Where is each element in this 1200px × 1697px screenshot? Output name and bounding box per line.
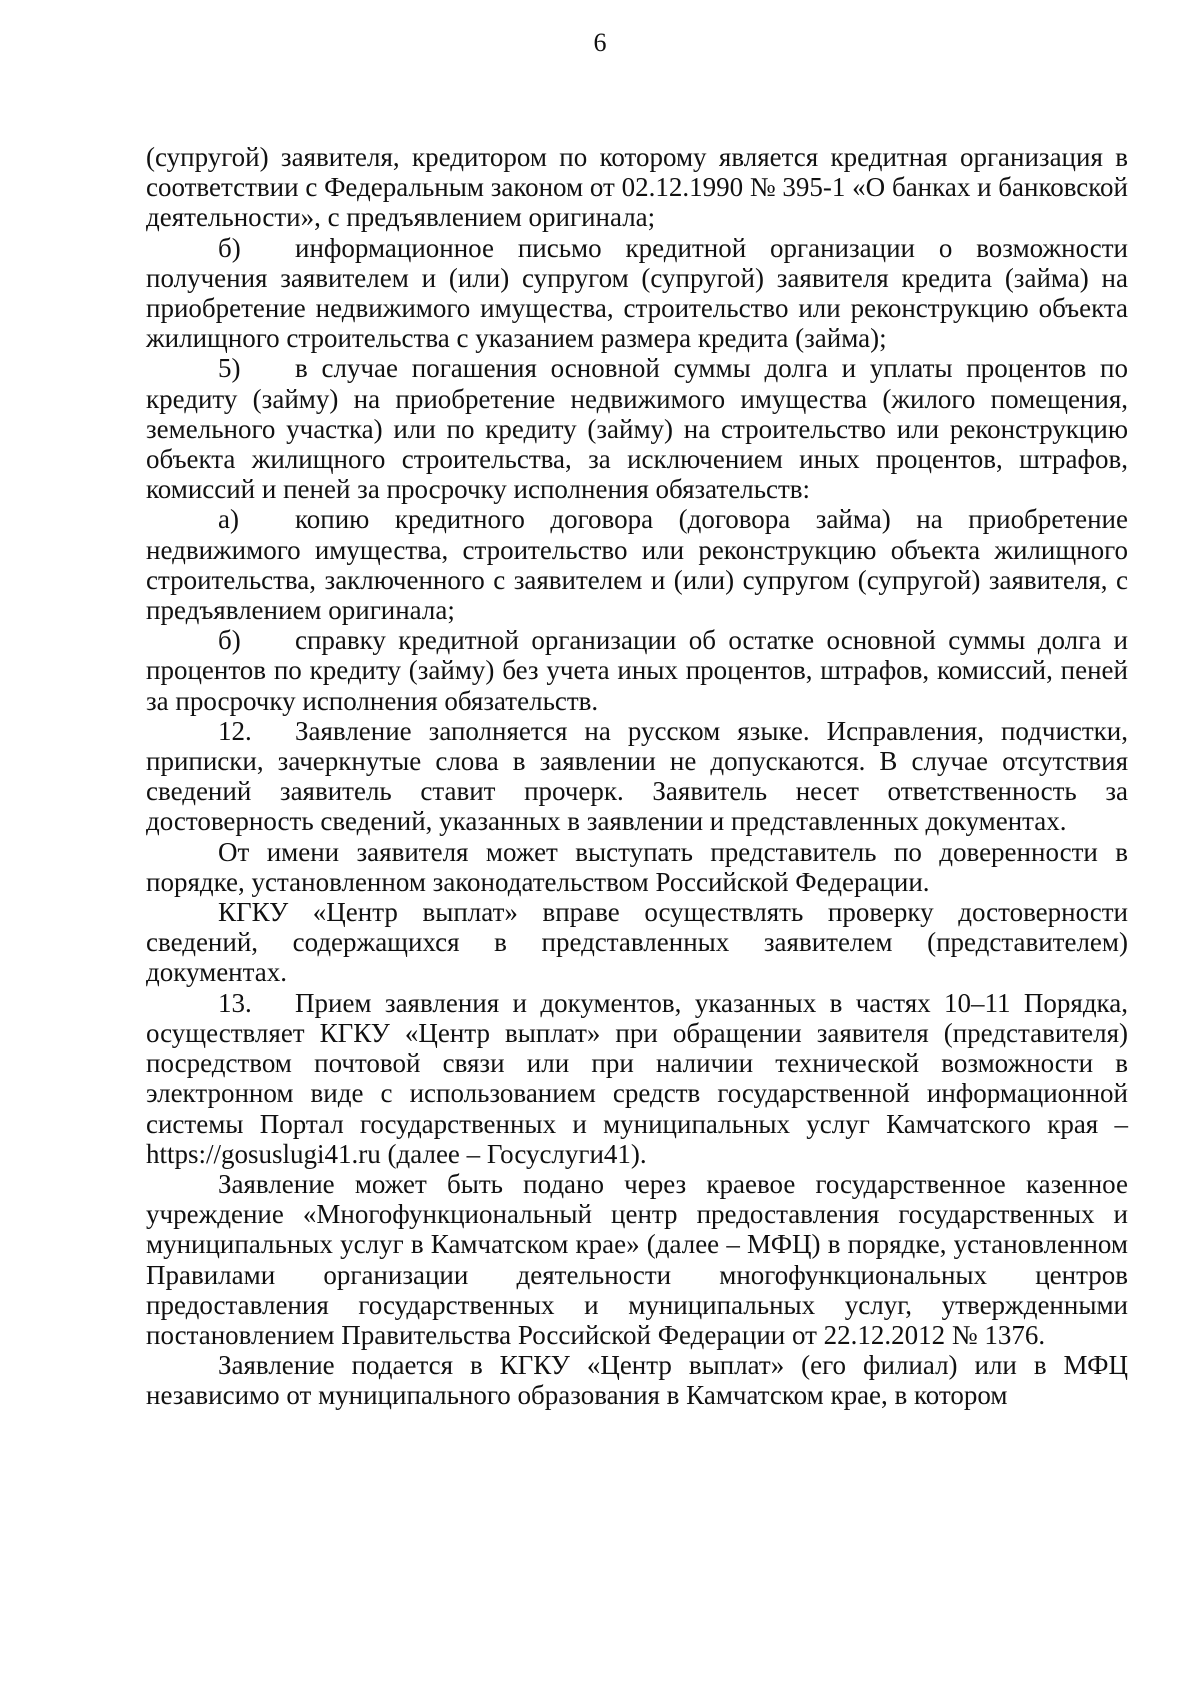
document-body <box>146 142 1128 1411</box>
paragraph <box>146 897 1128 988</box>
page-number: 6 <box>593 28 607 57</box>
paragraph-text: информационное письмо кредитной организации о возможности получения заявителем и (или) супругом (супругой) заявителя кредита (займа) на приобретение недвижимого имущества, строительство или реконструкцию объекта жилищного строительства с указанием размера кредита (займа); <box>146 232 1128 354</box>
list-item-5 <box>146 353 1128 504</box>
list-item-b <box>146 233 1128 354</box>
list-item-a <box>146 504 1128 625</box>
list-marker: б) <box>218 232 241 263</box>
paragraph <box>146 1169 1128 1350</box>
paragraph-text: в случае погашения основной суммы долга и уплаты процентов по кредиту (займу) на приобретение недвижимого имущества (жилого помещения, земельного участка) или по кредиту (займу) на строительство или реконструкцию объекта жилищного строительства, за исключением иных процентов, штрафов, комиссий и пеней за просрочку исполнения обязательств: <box>146 353 1128 505</box>
paragraph-text: Заявление заполняется на русском языке. Исправления, подчистки, приписки, зачеркнутые слова в заявлении не допускаются. В случае отсутствия сведений заявитель ставит прочерк. Заявитель несет ответственность за достоверность сведений, указанных в заявлении и представленных документах. <box>146 715 1128 837</box>
paragraph-text: КГКУ «Центр выплат» вправе осуществлять проверку достоверности сведений, содержащихся в представленных заявителем (представителем) документах. <box>146 897 1128 988</box>
paragraph-text: справку кредитной организации об остатке основной суммы долга и процентов по кредиту (займу) без учета иных процентов, штрафов, комиссий, пеней за просрочку исполнения обязательств. <box>146 625 1128 716</box>
section-number: 13. <box>218 987 252 1018</box>
paragraph-text: От имени заявителя может выступать представитель по доверенности в порядке, установленном законодательством Российской Федерации. <box>146 836 1128 897</box>
list-marker: 5) <box>218 353 241 384</box>
list-marker: а) <box>218 504 239 535</box>
section-number: 12. <box>218 715 252 746</box>
list-item-b <box>146 625 1128 716</box>
paragraph <box>146 837 1128 897</box>
paragraph-text: Заявление может быть подано через краевое государственное казенное учреждение «Многофункциональный центр предоставления государственных и муниципальных услуг в Камчатском крае» (далее – МФЦ) в порядке, установленном Правилами организации деятельности многофункциональных центров предоставления государственных и муниципальных услуг, утвержденными постановлением Правительства Российской Федерации от 22.12.2012 № 1376. <box>146 1168 1128 1350</box>
paragraph <box>146 1350 1128 1410</box>
paragraph-continuation <box>146 142 1128 233</box>
section-12 <box>146 716 1128 837</box>
list-marker: б) <box>218 625 241 656</box>
section-13 <box>146 988 1128 1169</box>
paragraph-text: копию кредитного договора (договора займа) на приобретение недвижимого имущества, строительство или реконструкцию объекта жилищного строительства, заключенного с заявителем и (или) супругом (супругой) заявителя, с предъявлением оригинала; <box>146 504 1128 626</box>
paragraph-text: Заявление подается в КГКУ «Центр выплат» (его филиал) или в МФЦ независимо от муниципального образования в Камчатском крае, в котором <box>146 1350 1128 1411</box>
paragraph-text: Прием заявления и документов, указанных в частях 10–11 Порядка, осуществляет КГКУ «Центр выплат» при обращении заявителя (представителя) посредством почтовой связи или при наличии технической возможности в электронном виде с использованием средств государственной информационной системы Портал государственных и муниципальных услуг Камчатского края – https://gosuslugi41.ru (далее – Госуслуги41). <box>146 987 1128 1169</box>
paragraph-text: (супругой) заявителя, кредитором по которому является кредитная организация в соответствии с Федеральным законом от 02.12.1990 № 395-1 «О банках и банковской деятельности», с предъявлением оригинала; <box>146 142 1128 233</box>
